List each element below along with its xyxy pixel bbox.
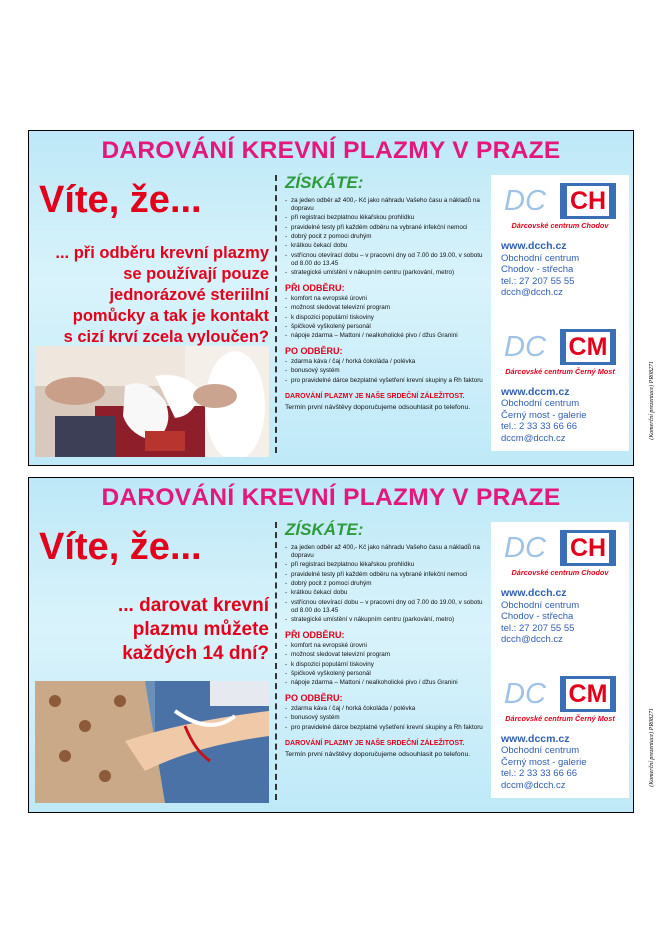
- logo-dc: DC: [504, 185, 546, 217]
- during-heading: PŘI ODBĚRU:: [285, 282, 345, 293]
- address-line: Obchodní centrum: [501, 745, 580, 756]
- question-text: ... při odběru krevní plazmy se používají pouze jednorázové steriilní pomůcky a tak je kontakt s cizí krví zcela vyloučen?: [55, 244, 269, 346]
- logo-code: CM: [566, 332, 611, 362]
- list-item: - zdarma káva / čaj / horká čokoláda / polévka: [285, 705, 491, 713]
- photo-donor-arm: [35, 681, 269, 803]
- email-link[interactable]: dcch@dcch.cz: [501, 634, 563, 645]
- phone: tel.: 27 207 55 55: [501, 275, 575, 287]
- list-item: - krátkou čekací dobu: [285, 242, 491, 250]
- list-item: - dobrý pocit z pomoci druhým: [285, 233, 491, 241]
- address-line: Obchodní centrum: [501, 398, 580, 409]
- headline: Víte, že...: [39, 179, 202, 221]
- logo-dc: DC: [504, 677, 546, 710]
- list-item: - strategické umístění v nákupním centru (parkování, metro): [285, 616, 491, 624]
- headline: Víte, že...: [39, 526, 202, 568]
- logo-code: CM: [566, 679, 611, 709]
- list-item: - při registraci bezplatnou lékařskou prohlídku: [285, 214, 491, 222]
- logo-dc: DC: [504, 330, 546, 363]
- logo-dcch: [502, 526, 618, 578]
- logo-box: [560, 183, 616, 219]
- contact-dccm: [501, 734, 629, 792]
- website-link[interactable]: www.dcch.cz: [501, 240, 567, 252]
- list-item: - bonusový systém: [285, 367, 491, 375]
- list-item: - za jeden odběr až 400,- Kč jako náhradu Vašeho času a nákladů na dopravu: [285, 544, 491, 560]
- list-item: - strategické umístění v nákupním centru (parkování, metro): [285, 269, 491, 277]
- contact-dccm: [501, 387, 629, 445]
- list-item: - k dispozici populární tiskoviny: [285, 314, 491, 322]
- contact-dcch: [501, 588, 629, 646]
- during-heading: PŘI ODBĚRU:: [285, 629, 345, 640]
- address-line: Chodov - střecha: [501, 611, 574, 622]
- benefits-column: [285, 173, 491, 411]
- website-link[interactable]: www.dccm.cz: [501, 732, 570, 745]
- list-item: - bonusový systém: [285, 714, 491, 722]
- logo-box: [560, 530, 616, 566]
- photo-nurse-hands: [35, 346, 269, 457]
- logo-code: CH: [567, 186, 609, 216]
- list-item: - k dispozici populární tiskoviny: [285, 661, 491, 669]
- logo-subtitle: Dárcovské centrum Chodov: [511, 221, 609, 230]
- logo-subtitle: Dárcovské centrum Chodov: [511, 568, 609, 577]
- visit-note: Termín první návštěvy doporučujeme odsouhlasit po telefonu.: [285, 403, 471, 411]
- logo-dc: DC: [504, 532, 546, 564]
- slogan: DAROVÁNÍ PLAZMY JE NAŠE SRDEČNÍ ZÁLEŽITOST.: [285, 392, 465, 400]
- dashed-divider: [275, 522, 277, 800]
- address-line: Obchodní centrum: [501, 252, 580, 264]
- contact-panel: [491, 175, 629, 451]
- during-list: [285, 295, 491, 340]
- visit-note: Termín první návštěvy doporučujeme odsouhlasit po telefonu.: [285, 750, 471, 758]
- list-item: - možnost sledovat televizní program: [285, 304, 491, 312]
- ad-title: DAROVÁNÍ KREVNÍ PLAZMY V PRAZE: [101, 137, 561, 164]
- contact-panel: [491, 522, 629, 798]
- question-text: ... darovat krevní plazmu můžete každých 14 dní?: [117, 595, 269, 664]
- list-item: - zdarma káva / čaj / horká čokoláda / polévka: [285, 358, 491, 366]
- after-heading: PO ODBĚRU:: [285, 346, 343, 357]
- list-item: - pravidelné testy při každém odběru na vybrané infekční nemoci: [285, 224, 491, 232]
- benefits-list: [285, 544, 491, 624]
- list-item: - při registraci bezplatnou lékařskou prohlídku: [285, 561, 491, 569]
- phone: tel.: 27 207 55 55: [501, 622, 575, 634]
- address-line: Černý most - galerie: [501, 756, 587, 768]
- advert-1: [28, 130, 655, 466]
- list-item: - komfort na evropské úrovni: [285, 642, 491, 650]
- logo-code: CH: [567, 533, 609, 563]
- address-line: Černý most - galerie: [501, 409, 587, 421]
- after-heading: PO ODBĚRU:: [285, 693, 343, 704]
- address-line: Obchodní centrum: [501, 599, 580, 611]
- after-list: [285, 705, 491, 732]
- list-item: - pravidelné testy při každém odběru na vybrané infekční nemoci: [285, 571, 491, 579]
- list-item: - nápoje zdarma – Mattoni / nealkoholické pivo / džus Granini: [285, 332, 491, 340]
- benefits-column: [285, 520, 491, 758]
- list-item: - špičkově vyškolený personál: [285, 323, 491, 331]
- logo-box: [560, 329, 616, 365]
- side-note: (Komerční prezentace) PR08271: [649, 708, 655, 787]
- slogan: DAROVÁNÍ PLAZMY JE NAŠE SRDEČNÍ ZÁLEŽITOST.: [285, 739, 465, 747]
- logo-dccm: [502, 325, 618, 377]
- list-item: - pro pravidelné dárce bezplatné vyšetření krevní skupiny a Rh faktoru: [285, 724, 491, 732]
- website-link[interactable]: www.dcch.cz: [501, 587, 567, 599]
- side-note: (Komerční prezentace) PR08271: [649, 361, 655, 440]
- list-item: - krátkou čekací dobu: [285, 589, 491, 597]
- ad-title: DAROVÁNÍ KREVNÍ PLAZMY V PRAZE: [101, 484, 561, 511]
- website-link[interactable]: www.dccm.cz: [501, 385, 570, 398]
- logo-dccm: [502, 672, 618, 724]
- list-item: - komfort na evropské úrovni: [285, 295, 491, 303]
- list-item: - nápoje zdarma – Mattoni / nealkoholické pivo / džus Granini: [285, 679, 491, 687]
- email-link[interactable]: dcch@dcch.cz: [501, 287, 563, 298]
- logo-subtitle: Dárcovské centrum Černý Most: [505, 713, 615, 723]
- logo-box: [560, 676, 616, 712]
- list-item: - dobrý pocit z pomoci druhým: [285, 580, 491, 588]
- list-item: - vstřícnou otevírací dobu – v pracovní dny od 7.00 do 19.00, v sobotu od 8.00 do 13.45: [285, 252, 491, 268]
- list-item: - pro pravidelné dárce bezplatné vyšetření krevní skupiny a Rh faktoru: [285, 377, 491, 385]
- during-list: [285, 642, 491, 687]
- contact-dcch: [501, 241, 629, 299]
- advert-2: [28, 477, 655, 813]
- list-item: - vstřícnou otevírací dobu – v pracovní dny od 7.00 do 19.00, v sobotu od 8.00 do 13.45: [285, 599, 491, 615]
- logo-dcch: [502, 179, 618, 231]
- logo-subtitle: Dárcovské centrum Černý Most: [505, 366, 615, 376]
- address-line: Chodov - střecha: [501, 264, 574, 275]
- benefits-list: [285, 197, 491, 277]
- email-link[interactable]: dccm@dcch.cz: [501, 432, 566, 444]
- phone: tel.: 2 33 33 66 66: [501, 768, 578, 779]
- benefits-heading: ZÍSKÁTE:: [285, 173, 364, 192]
- dashed-divider: [275, 175, 277, 453]
- list-item: - špičkově vyškolený personál: [285, 670, 491, 678]
- after-list: [285, 358, 491, 385]
- phone: tel.: 2 33 33 66 66: [501, 421, 578, 432]
- email-link[interactable]: dccm@dcch.cz: [501, 779, 566, 791]
- benefits-heading: ZÍSKÁTE:: [285, 520, 364, 539]
- list-item: - za jeden odběr až 400,- Kč jako náhradu Vašeho času a nákladů na dopravu: [285, 197, 491, 213]
- list-item: - možnost sledovat televizní program: [285, 651, 491, 659]
